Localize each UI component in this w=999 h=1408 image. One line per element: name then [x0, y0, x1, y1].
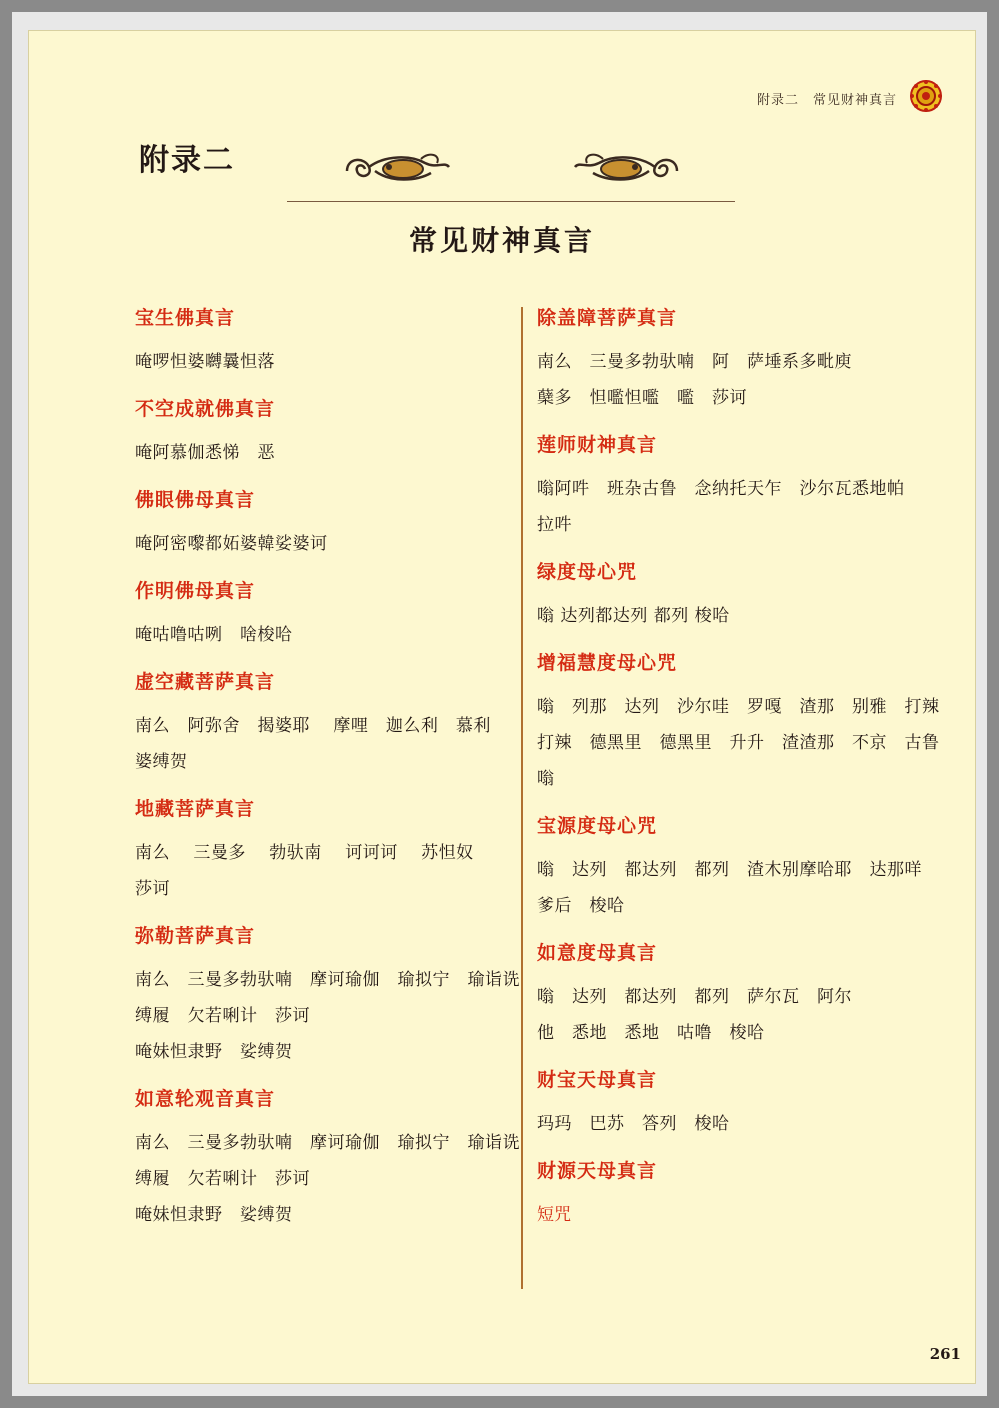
mantra-section	[537, 938, 917, 1051]
mantra-title: 增福慧度母心咒	[537, 652, 678, 674]
mantra-section	[135, 794, 515, 907]
mantra-section	[537, 430, 917, 543]
mantra-title: 地藏菩萨真言	[135, 798, 256, 820]
mantra-section	[537, 303, 917, 416]
mantra-title: 如意轮观音真言	[135, 1088, 276, 1110]
mantra-line: 嗡 达列都达列 都列 梭哈	[537, 606, 730, 626]
column-divider	[521, 307, 523, 1289]
mantra-title: 宝生佛真言	[135, 307, 236, 329]
mantra-line: 南么 阿弥舍 揭婆耶 摩哩 迦么利 慕利	[135, 716, 491, 736]
mantra-line: 缚履 欠若唎计 莎诃	[135, 1006, 310, 1026]
mantra-section	[135, 485, 515, 562]
mantra-section	[537, 1156, 917, 1233]
left-column	[135, 303, 520, 1233]
mantra-title: 财宝天母真言	[537, 1069, 658, 1091]
scroll-ornament-icon	[569, 149, 683, 189]
mantra-line: 爹后 梭哈	[537, 896, 625, 916]
mantra-line: 他 悉地 悉地 咕噜 梭哈	[537, 1023, 765, 1043]
mantra-line: 嗡阿吽 班杂古鲁 念纳托天乍 沙尔瓦悉地帕	[537, 479, 905, 499]
mantra-line: 嗡 达列 都达列 都列 萨尔瓦 阿尔	[537, 987, 852, 1007]
mantra-line: 唵妹怛隶野 娑缚贺	[135, 1042, 293, 1062]
page-title: 常见财神真言	[408, 224, 595, 257]
mantra-line: 南么 三曼多勃驮喃 摩诃瑜伽 瑜拟宁 瑜诣诜	[135, 1133, 520, 1153]
ornamental-medallion-icon	[909, 79, 943, 113]
mantra-section	[537, 648, 940, 797]
mantra-title: 佛眼佛母真言	[135, 489, 256, 511]
mantra-line: 莎诃	[135, 879, 170, 899]
mantra-title: 不空成就佛真言	[135, 398, 276, 420]
page-number: 261	[929, 1345, 961, 1363]
mantra-section	[135, 921, 520, 1070]
mantra-sub-label: 短咒	[537, 1205, 571, 1225]
mantra-title: 宝源度母心咒	[537, 815, 658, 837]
mantra-line: 蘖多 怛嚂怛嚂 嚂 莎诃	[537, 388, 747, 408]
mantra-section	[537, 811, 922, 924]
appendix-label: 附录二	[139, 143, 235, 178]
mantra-section	[537, 557, 917, 634]
mantra-line: 嗡 列那 达列 沙尔哇 罗嘎 渣那 别雅 打辣	[537, 697, 940, 717]
mantra-title: 作明佛母真言	[135, 580, 256, 602]
book-page	[28, 30, 976, 1384]
running-header: 附录二 常见财神真言	[756, 93, 897, 108]
mantra-line: 玛玛 巴苏 答列 梭哈	[537, 1114, 730, 1134]
mantra-line: 嗡 达列 都达列 都列 渣木别摩哈耶 达那咩	[537, 860, 922, 880]
right-column	[537, 303, 940, 1233]
mantra-line: 唵咕噜咕咧 啥梭哈	[135, 625, 293, 645]
mantra-section	[135, 394, 515, 471]
mantra-title: 如意度母真言	[537, 942, 658, 964]
mantra-section	[135, 576, 515, 653]
mantra-line: 唵阿密嚟都妬婆韓娑婆诃	[135, 534, 328, 554]
mantra-line: 唵阿慕伽悉悌 恶	[135, 443, 275, 463]
mantra-section	[537, 1065, 917, 1142]
mantra-section	[135, 1084, 520, 1233]
title-rule	[287, 201, 735, 202]
mantra-line: 打辣 德黑里 德黑里 升升 渣渣那 不京 古鲁	[537, 733, 940, 753]
mantra-line: 南么 三曼多勃驮喃 阿 萨埵系多毗庾	[537, 352, 852, 372]
mantra-line: 缚履 欠若唎计 莎诃	[135, 1169, 310, 1189]
mantra-title: 绿度母心咒	[537, 561, 638, 583]
mantra-line: 南么 三曼多勃驮喃 摩诃瑜伽 瑜拟宁 瑜诣诜	[135, 970, 520, 990]
mantra-line: 拉吽	[537, 515, 572, 535]
mantra-title: 财源天母真言	[537, 1160, 658, 1182]
mantra-section	[135, 667, 515, 780]
mantra-section	[135, 303, 515, 380]
mantra-line: 南么 三曼多 勃驮南 诃诃诃 苏怛奴	[135, 843, 474, 863]
mantra-line: 唵妹怛隶野 娑缚贺	[135, 1205, 293, 1225]
mantra-line: 唵啰怛婆嚩曩怛落	[135, 352, 275, 372]
mantra-title: 虚空藏菩萨真言	[135, 671, 276, 693]
mantra-title: 除盖障菩萨真言	[537, 307, 678, 329]
mantra-line: 婆缚贺	[135, 752, 188, 772]
mantra-title: 莲师财神真言	[537, 434, 658, 456]
mantra-line: 嗡	[537, 769, 555, 789]
mantra-title: 弥勒菩萨真言	[135, 925, 256, 947]
scroll-ornament-icon	[341, 149, 455, 189]
